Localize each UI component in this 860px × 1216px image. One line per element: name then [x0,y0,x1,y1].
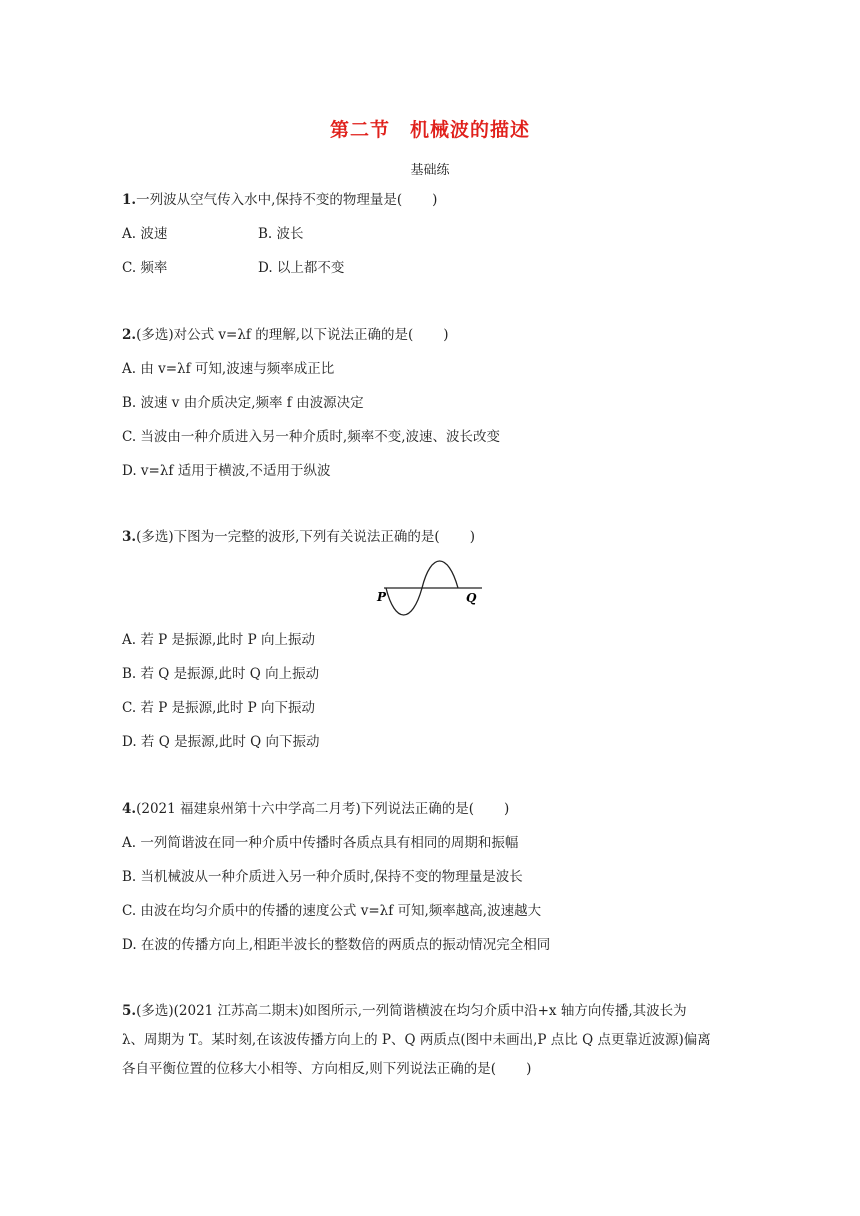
option-c: C. 当波由一种介质进入另一种介质时,频率不变,波速、波长改变 [122,429,501,445]
question-number: 4. [122,801,137,817]
question-number: 1. [122,192,137,208]
option-a: A. 一列简谐波在同一种介质中传播时各质点具有相同的周期和振幅 [122,835,519,851]
question-stem: (多选)下图为一完整的波形,下列有关说法正确的是( [136,529,440,545]
question-close: ) [526,1061,532,1077]
question-close: ) [504,801,510,817]
point-q-label: Q [466,591,477,605]
option-d: D. v=λf 适用于横波,不适用于纵波 [122,463,331,479]
option-b: B. 波速 v 由介质决定,频率 f 由波源决定 [122,395,364,411]
question-number: 5. [122,1003,137,1019]
question-close: ) [443,327,449,343]
option-b: B. 波长 [258,226,304,242]
question-number: 2. [122,327,137,343]
question-3 [122,527,475,547]
question-1 [122,190,437,210]
point-p-label: P [377,590,387,604]
question-close: ) [469,529,475,545]
option-b: B. 若 Q 是振源,此时 Q 向上振动 [122,666,320,682]
question-close: ) [432,192,438,208]
question-number: 3. [122,529,137,545]
question-4 [122,799,509,819]
option-b: B. 当机械波从一种介质进入另一种介质时,保持不变的物理量是波长 [122,869,523,885]
option-a: A. 由 v=λf 可知,波速与频率成正比 [122,361,335,377]
question-stem: 一列波从空气传入水中,保持不变的物理量是( [136,192,403,208]
option-a: A. 若 P 是振源,此时 P 向上振动 [122,632,315,648]
option-d: D. 若 Q 是振源,此时 Q 向下振动 [122,734,320,750]
option-c: C. 频率 [122,260,168,276]
section-subtitle: 基础练 [410,163,450,178]
option-d: D. 以上都不变 [258,260,345,276]
question-5 [122,997,712,1084]
page-title: 第二节 机械波的描述 [329,119,530,141]
question-stem: (2021 福建泉州第十六中学高二月考)下列说法正确的是( [136,801,475,817]
option-c: C. 由波在均匀介质中的传播的速度公式 v=λf 可知,频率越高,波速越大 [122,903,542,919]
question-stem: (多选)(2021 江苏高二期末)如图所示,一列简谐横波在均匀介质中沿+x 轴方向传播,其波长为 λ、周期为 T。某时刻,在该波传播方向上的 P、Q 两质点(图中未画出,P 点比 Q 点更靠近波源)偏离各自平衡位置的位移大小相等、方向相反,则下列说法正确的是( [122,1003,711,1077]
option-a: A. 波速 [122,226,168,242]
option-d: D. 在波的传播方向上,相距半波长的整数倍的两质点的振动情况完全相同 [122,937,551,953]
wave-figure [370,558,490,622]
option-c: C. 若 P 是振源,此时 P 向下振动 [122,700,316,716]
question-stem: (多选)对公式 v=λf 的理解,以下说法正确的是( [136,327,414,343]
question-2 [122,325,449,345]
